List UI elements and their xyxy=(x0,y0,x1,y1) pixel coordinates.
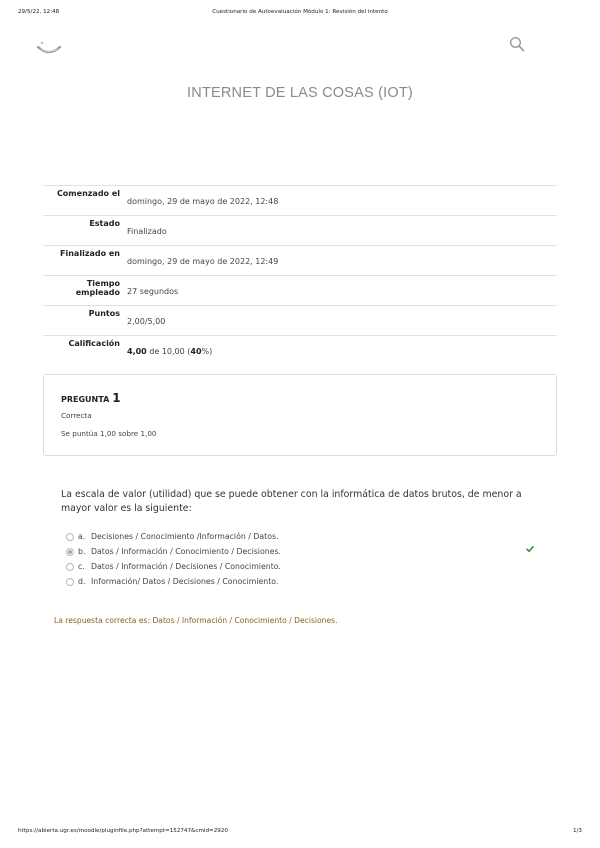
summary-label: Calificación xyxy=(68,339,120,348)
summary-label: Comenzado el xyxy=(56,189,120,198)
summary-value: domingo, 29 de mayo de 2022, 12:49 xyxy=(127,257,279,266)
summary-value: domingo, 29 de mayo de 2022, 12:48 xyxy=(127,197,279,206)
summary-row-time-taken xyxy=(43,276,557,306)
print-page-number: 1/3 xyxy=(572,828,582,834)
radio-button[interactable] xyxy=(66,533,74,541)
radio-button[interactable] xyxy=(66,578,74,586)
answer-option-b[interactable] xyxy=(66,546,546,561)
answer-text: Decisiones / Conocimiento /Información / Datos. xyxy=(91,532,279,541)
print-url: https://abierta.ugr.es/moodle/pluginfile.php?attempt=152747&cmid=2920 xyxy=(18,828,228,834)
print-header xyxy=(18,9,582,19)
summary-grade-value xyxy=(122,336,557,366)
print-datetime: 29/5/22, 12:48 xyxy=(18,9,60,15)
answer-letter: c. xyxy=(78,562,85,571)
summary-label: Puntos xyxy=(88,309,120,318)
grade-percent: 40 xyxy=(190,347,202,356)
check-icon xyxy=(526,545,534,553)
answer-option-a[interactable] xyxy=(66,531,546,546)
search-icon[interactable] xyxy=(509,36,525,52)
answer-letter: d. xyxy=(78,577,86,586)
radio-button-selected[interactable] xyxy=(66,548,74,556)
question-state: Correcta xyxy=(61,411,92,420)
summary-row-grade xyxy=(43,336,557,366)
attempt-summary-table xyxy=(43,185,557,366)
answer-letter: b. xyxy=(78,547,86,556)
answer-letter: a. xyxy=(78,532,86,541)
answer-text: Información/ Datos / Decisiones / Conocimiento. xyxy=(91,577,279,586)
summary-value: Finalizado xyxy=(127,227,167,236)
print-footer xyxy=(18,828,582,838)
radio-button[interactable] xyxy=(66,563,74,571)
question-text: La escala de valor (utilidad) que se puede obtener con la informática de datos brutos, de menor a mayor valor es la siguiente: xyxy=(61,489,522,514)
summary-value: 27 segundos xyxy=(127,287,179,296)
answer-text: Datos / Información / Decisiones / Conocimiento. xyxy=(91,562,281,571)
answer-option-c[interactable] xyxy=(66,561,546,576)
answer-list xyxy=(66,531,546,591)
summary-value: 2,00/5,00 xyxy=(127,317,166,326)
print-title: Cuestionario de Autoevaluación Módulo 1: Revisión del intento xyxy=(212,9,388,15)
question-grade: Se puntúa 1,00 sobre 1,00 xyxy=(61,429,157,438)
answer-option-d[interactable] xyxy=(66,576,546,591)
summary-label: Tiempo empleado xyxy=(75,279,120,297)
course-title: INTERNET DE LAS COSAS (IOT) xyxy=(187,85,413,101)
grade-percent-suffix: %) xyxy=(201,347,213,356)
question-number: 1 xyxy=(112,391,121,405)
answer-text: Datos / Información / Conocimiento / Decisiones. xyxy=(91,547,282,556)
summary-label: Finalizado en xyxy=(60,249,120,258)
question-label xyxy=(61,391,121,405)
summary-row-finished xyxy=(43,246,557,276)
question-label-text: PREGUNTA xyxy=(61,395,110,404)
grade-score: 4,00 xyxy=(127,347,147,356)
correct-answer-feedback: La respuesta correcta es: Datos / Información / Conocimiento / Decisiones. xyxy=(54,616,338,625)
summary-row-started xyxy=(43,186,557,216)
logo-icon[interactable] xyxy=(36,39,62,57)
question-info-card xyxy=(43,374,557,456)
summary-row-state xyxy=(43,216,557,246)
summary-row-points xyxy=(43,306,557,336)
grade-of-text: de 10,00 ( xyxy=(146,347,191,356)
summary-label: Estado xyxy=(89,219,120,228)
